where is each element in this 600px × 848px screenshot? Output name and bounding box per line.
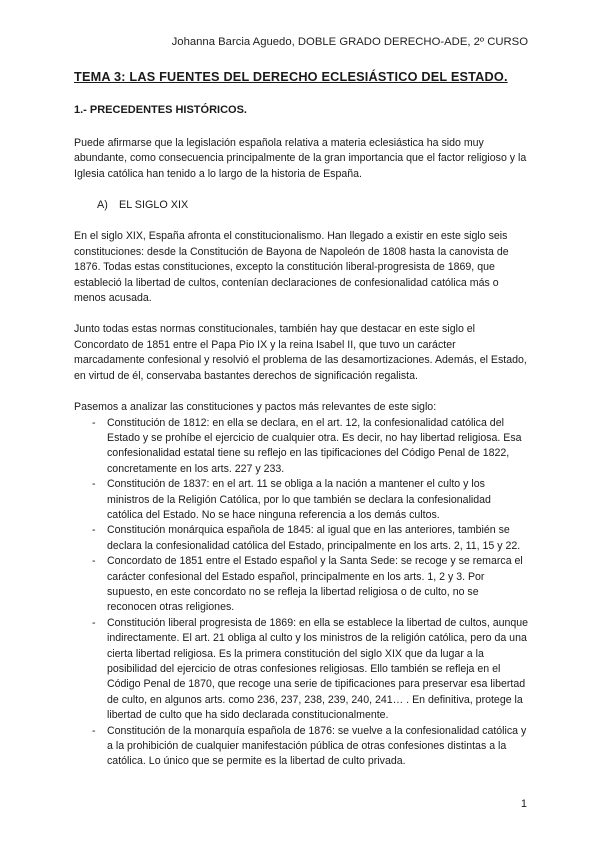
subsection-letter: A) [97,199,108,212]
bullet-dash: - [92,416,96,429]
document-body [74,70,529,770]
bullet-dash: - [92,555,96,568]
list-item-text: Constitución de 1812: en ella se declara, en el art. 12, la confesionalidad católica del Estado y se prohíbe el ejercicio de cualquier otra. Es decir, no hay libertad religiosa. Esa confesionalidad estatal tiene su reflejo en las tipificaciones del Código Penal de 1822, concretamente en los arts. 227 y 233. [107,416,522,475]
list-item-text: Constitución de la monarquía española de 1876: se vuelve a la confesionalidad católica y a la prohibición de cualquier manifestación pública de otras confesiones distintas a la católica. Lo único que se permite es la libertad de culto privada. [107,724,527,768]
list-item-text: Constitución monárquica española de 1845: al igual que en las anteriores, también se declara la confesionalidad católica del Estado, principalmente en los arts. 2, 11, 15 y 22. [107,524,521,552]
list-item-text: Constitución de 1837: en el art. 11 se obliga a la nación a mantener el culto y los ministros de la Religión Católica, por lo que también se declara la confesionalidad católica del Estado. No se hace ninguna referencia a los demás cultos. [107,478,491,521]
list-item [92,616,529,724]
page-number: 1 [520,798,527,810]
list-item [92,724,529,770]
list-item-text: Concordato de 1851 entre el Estado español y la Santa Sede: se recoge y se remarca el carácter confesional del Estado español, principalmente en los arts. 1, 2 y 3. Por supuesto, en este concordato no se refleja la libertad religiosa o de culto, no se reconocen otras religiones. [107,555,523,614]
page-header: Johanna Barcia Aguedo, DOBLE GRADO DERECHO-ADE, 2º CURSO [171,36,528,48]
bullet-dash: - [92,524,96,537]
bullet-dash: - [92,616,96,629]
list-item-text: Constitución liberal progresista de 1869: en ella se establece la libertad de cultos, aunque indirectamente. El art. 21 obliga al culto y los ministros de la religión católica, pero da una cierta libertad religiosa. Es la primera constitución del siglo XIX que da lugar a la posibilidad del ejercicio de otras confesiones religiosas. Ello también se refleja en el Código Penal de 1870, que recoge una serie de tipificaciones para preservar esa libertad de culto, en algunos arts. como 236, 237, 238, 239, 240, 241… . En definitiva, protege la libertad de culto que ha sido declarada constitucionalmente. [107,616,529,722]
paragraph-concordato: Junto todas estas normas constitucionales, también hay que destacar en este siglo el Concordato de 1851 entre el Papa Pio IX y la reina Isabel II, que tuvo un carácter marcadamente confesional y resolvió el problema de las desamortizaciones. Además, el Estado, en virtud de él, conservaba bastantes derechos de significación regalista. [74,323,527,382]
subsection-label: EL SIGLO XIX [119,199,189,212]
list-item [92,477,529,523]
list-item [92,554,529,616]
bullet-dash: - [92,478,96,491]
constitutions-list [74,416,529,770]
subsection-heading [97,198,529,213]
list-item [92,523,529,554]
list-intro: Pasemos a analizar las constituciones y pactos más relevantes de este siglo: [74,401,437,414]
paragraph-constitucionalismo: En el siglo XIX, España afronta el constitucionalismo. Han llegado a existir en este siglo seis constituciones: desde la Constitución de Bayona de Napoleón de 1808 hasta la canovista de 1876. Todas estas constituciones, excepto la constitución liberal-progresista de 1869, que estableció la libertad de cultos, contenían declaraciones de confesionalidad católica más o menos acusada. [74,230,509,305]
document-title: TEMA 3: LAS FUENTES DEL DERECHO ECLESIÁSTICO DEL ESTADO. [74,70,508,84]
list-item [92,416,529,478]
intro-paragraph: Puede afirmarse que la legislación española relativa a materia eclesiástica ha sido muy abundante, como consecuencia principalmente de la gran importancia que el factor religioso y la Iglesia católica han tenido a lo largo de la historia de España. [74,136,527,180]
section-heading: 1.- PRECEDENTES HISTÓRICOS. [74,104,247,117]
bullet-dash: - [92,724,96,737]
